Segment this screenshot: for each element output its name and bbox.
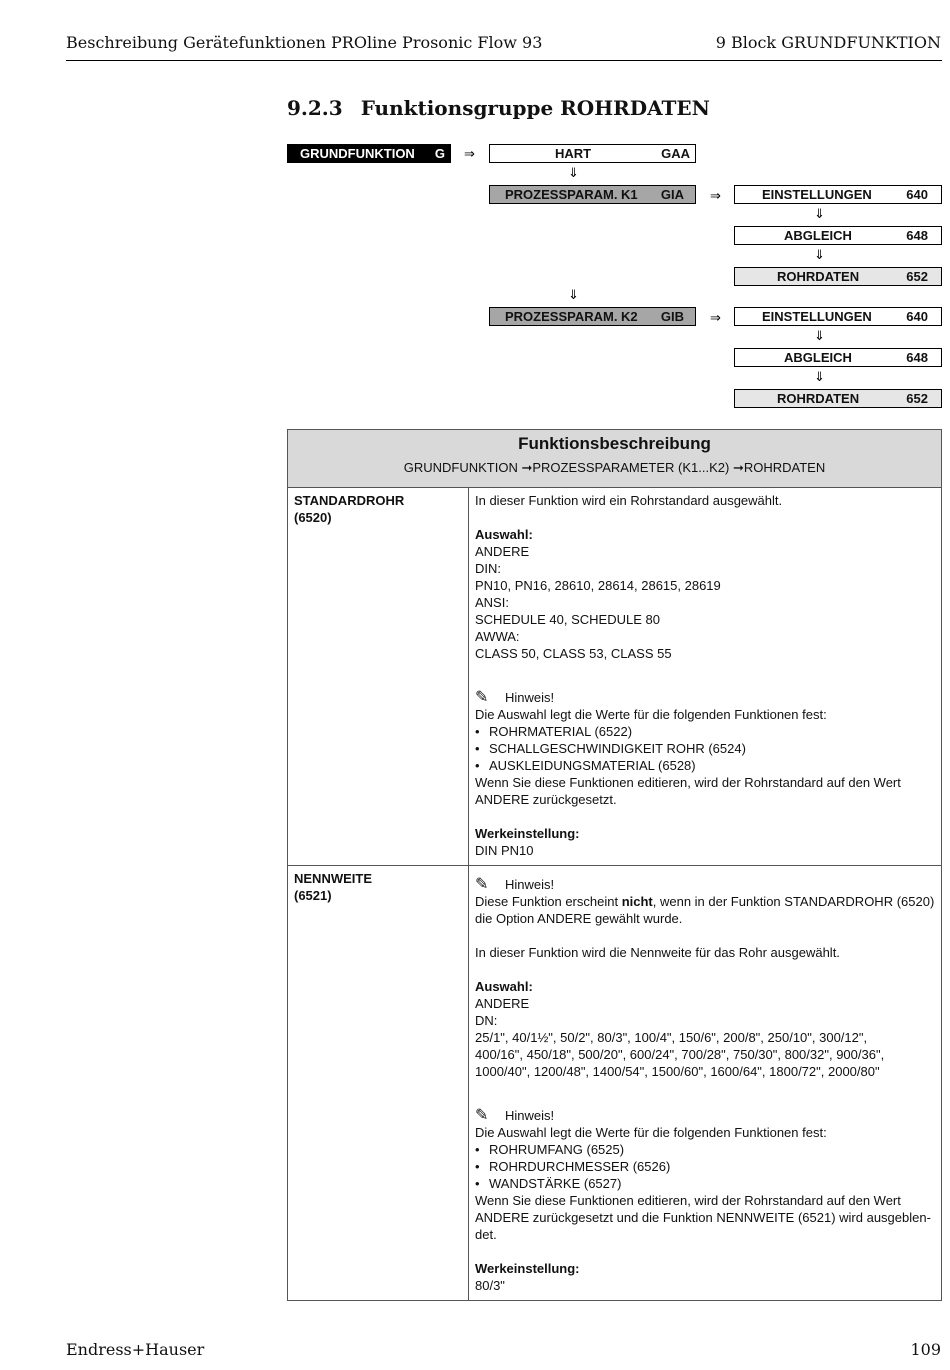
hint-label: Hinweis! [505, 1108, 555, 1123]
pencil-icon: ✎ [475, 876, 489, 893]
box-label: ABGLEICH [784, 350, 852, 365]
function-description-cell [469, 488, 942, 866]
auswahl-line: PN10, PN16, 28610, 28614, 28615, 28619 [475, 578, 721, 593]
box-code: GAA [661, 146, 690, 161]
table-row [288, 488, 942, 866]
box-code: 652 [906, 269, 928, 284]
box-label: GRUNDFUNKTION [300, 146, 415, 161]
box-k2-abgleich [734, 348, 942, 367]
function-name: STANDARDROHR [294, 493, 405, 508]
hint-label: Hinweis! [505, 877, 555, 892]
list-item: • WANDSTÄRKE (6527) [475, 1175, 935, 1192]
hint-text-part: Diese Funktion erscheint [475, 894, 622, 909]
section-title-text: Funktionsgruppe ROHRDATEN [360, 96, 710, 120]
hint-text: det. [475, 1227, 497, 1242]
section-title [287, 96, 710, 120]
auswahl-label: Auswahl: [475, 979, 533, 994]
auswahl-line: ANDERE [475, 996, 530, 1011]
table-path [288, 459, 941, 477]
box-hart [489, 144, 696, 163]
path-item: GRUNDFUNKTION [403, 460, 518, 475]
box-label: EINSTELLUNGEN [762, 187, 872, 202]
function-intro: In dieser Funktion wird die Nennweite für das Rohr ausgewählt. [475, 945, 840, 960]
hint-list [475, 1141, 935, 1192]
box-label: EINSTELLUNGEN [762, 309, 872, 324]
werkeinstellung-value: DIN PN10 [475, 843, 534, 858]
werkeinstellung-label: Werkeinstellung: [475, 1261, 580, 1276]
function-intro: In dieser Funktion wird ein Rohrstandard ausgewählt. [475, 493, 783, 508]
arrow-right-icon: ⇒ [710, 188, 721, 203]
werkeinstellung-label: Werkeinstellung: [475, 826, 580, 841]
hint-label: Hinweis! [505, 690, 555, 705]
auswahl-line: DIN: [475, 561, 501, 576]
box-code: 640 [906, 187, 928, 202]
running-header-right: 9 Block GRUNDFUNKTION [715, 33, 941, 52]
box-code: 640 [906, 309, 928, 324]
path-arrow-icon: ➞ [732, 460, 744, 475]
function-description-cell [469, 866, 942, 1301]
box-label: ABGLEICH [784, 228, 852, 243]
function-name: NENNWEITE [294, 871, 372, 886]
box-code: 648 [906, 228, 928, 243]
hint-heading [475, 876, 935, 893]
list-item: • SCHALLGESCHWINDIGKEIT ROHR (6524) [475, 740, 935, 757]
auswahl-line: CLASS 50, CLASS 53, CLASS 55 [475, 646, 672, 661]
function-code: (6521) [294, 888, 332, 903]
box-label: HART [555, 146, 592, 161]
box-code: 652 [906, 391, 928, 406]
auswahl-line: 1000/40", 1200/48", 1400/54", 1500/60", 1600/64", 1800/72", 2000/80" [475, 1064, 880, 1079]
function-code: (6520) [294, 510, 332, 525]
box-code: G [434, 146, 445, 161]
list-item: • ROHRUMFANG (6525) [475, 1141, 935, 1158]
hint-text [475, 893, 935, 910]
arrow-right-icon: ⇒ [710, 310, 721, 325]
hint-text: Die Auswahl legt die Werte für die folgenden Funktionen fest: [475, 707, 827, 722]
hint-text: ANDERE zurückgesetzt und die Funktion NENNWEITE (6521) wird ausgeblen- [475, 1210, 931, 1225]
table-title: Funktionsbeschreibung [518, 434, 711, 453]
box-code: 648 [906, 350, 928, 365]
list-item: • ROHRDURCHMESSER (6526) [475, 1158, 935, 1175]
arrow-down-icon: ⇓ [814, 328, 825, 343]
hint-list [475, 723, 935, 774]
header-rule [66, 60, 942, 61]
section-number: 9.2.3 [287, 96, 343, 120]
running-header-left: Beschreibung Gerätefunktionen PROline Prosonic Flow 93 [66, 33, 543, 52]
auswahl-line: ANSI: [475, 595, 509, 610]
auswahl-line: SCHEDULE 40, SCHEDULE 80 [475, 612, 660, 627]
hint-text: ANDERE zurückgesetzt. [475, 792, 617, 807]
hint-heading [475, 689, 935, 706]
arrow-right-icon: ⇒ [464, 146, 475, 161]
box-label: PROZESSPARAM. K2 [505, 309, 638, 324]
list-item: • ROHRMATERIAL (6522) [475, 723, 935, 740]
hint-text: Wenn Sie diese Funktionen editieren, wird der Rohrstandard auf den Wert [475, 775, 901, 790]
function-name-cell [288, 488, 469, 866]
arrow-down-icon: ⇓ [814, 369, 825, 384]
hint-heading [475, 1107, 935, 1124]
auswahl-line: 400/16", 450/18", 500/20", 600/24", 700/28", 750/30", 800/32", 900/36", [475, 1047, 885, 1062]
auswahl-line: AWWA: [475, 629, 520, 644]
box-code: GIB [660, 309, 684, 324]
box-label: PROZESSPARAM. K1 [505, 187, 638, 202]
pencil-icon: ✎ [475, 689, 489, 706]
function-name-cell [288, 866, 469, 1301]
footer-brand: Endress+Hauser [66, 1340, 205, 1359]
hint-text: Wenn Sie diese Funktionen editieren, wird der Rohrstandard auf den Wert [475, 1193, 901, 1208]
auswahl-label: Auswahl: [475, 527, 533, 542]
path-item: ROHRDATEN [743, 460, 826, 475]
box-label: ROHRDATEN [777, 391, 860, 406]
auswahl-line: DN: [475, 1013, 498, 1028]
box-grundfunktion [287, 144, 451, 163]
auswahl-line: ANDERE [475, 544, 530, 559]
path-arrow-icon: ➞ [521, 460, 533, 475]
hint-text-bold: nicht [621, 894, 653, 909]
table-row [288, 866, 942, 1301]
box-k2-rohrdaten [734, 389, 942, 408]
arrow-down-icon: ⇓ [568, 287, 579, 302]
auswahl-line: 25/1", 40/1½", 50/2", 80/3", 100/4", 150/6", 200/8", 250/10", 300/12", [475, 1030, 868, 1045]
pencil-icon: ✎ [475, 1107, 489, 1124]
table-header [288, 430, 942, 488]
list-item: • AUSKLEIDUNGSMATERIAL (6528) [475, 757, 935, 774]
arrow-down-icon: ⇓ [568, 165, 579, 180]
hint-text: Die Auswahl legt die Werte für die folgenden Funktionen fest: [475, 1125, 827, 1140]
box-k2-einstellungen [734, 307, 942, 326]
function-description-table [287, 429, 942, 1301]
box-k1-einstellungen [734, 185, 942, 204]
path-item: PROZESSPARAMETER (K1...K2) [532, 460, 730, 475]
hint-text-part: , wenn in der Funktion STANDARDROHR (6520) [652, 894, 935, 909]
page-number: 109 [910, 1340, 941, 1359]
box-prozessparam-k2 [489, 307, 696, 326]
arrow-down-icon: ⇓ [814, 206, 825, 221]
box-k1-abgleich [734, 226, 942, 245]
werkeinstellung-value: 80/3" [475, 1278, 505, 1293]
box-label: ROHRDATEN [777, 269, 860, 284]
arrow-down-icon: ⇓ [814, 247, 825, 262]
box-code: GIA [660, 187, 684, 202]
box-prozessparam-k1 [489, 185, 696, 204]
hint-text: die Option ANDERE gewählt wurde. [475, 911, 683, 926]
box-k1-rohrdaten [734, 267, 942, 286]
